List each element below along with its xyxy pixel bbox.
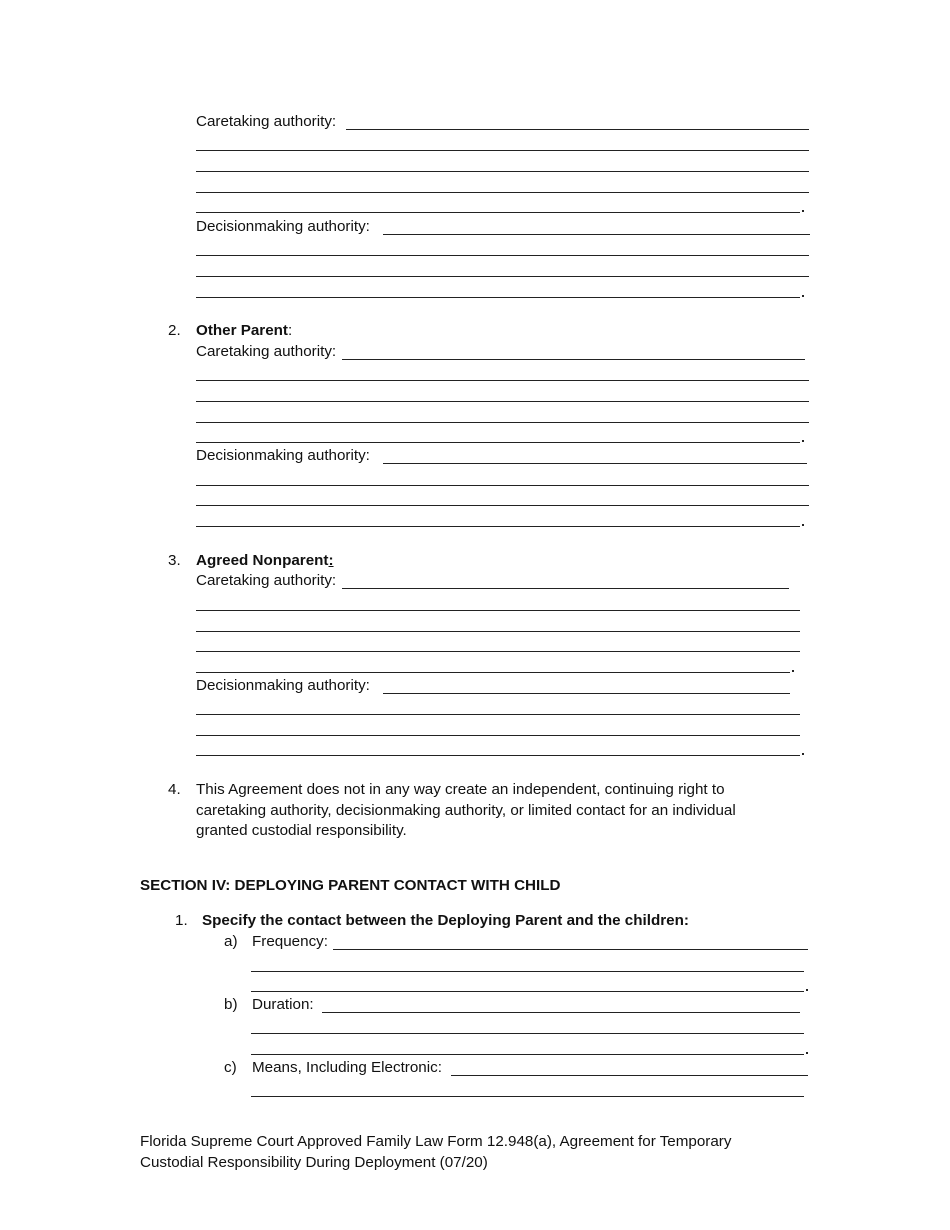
caretaking-input-line-1[interactable] — [196, 150, 809, 151]
caretaking-input-line-2[interactable] — [342, 359, 805, 360]
agreed-nonparent-heading: Agreed Nonparent: — [196, 552, 334, 569]
frequency-input-line[interactable] — [251, 991, 804, 992]
decisionmaking-input-line-1[interactable] — [196, 255, 809, 256]
item-number: 3. — [168, 552, 181, 569]
caretaking-input-line-3[interactable] — [196, 610, 800, 611]
means-label: Means, Including Electronic: — [252, 1059, 442, 1076]
decisionmaking-input-line-1[interactable] — [196, 297, 800, 298]
decisionmaking-input-line-1[interactable] — [383, 234, 810, 235]
decisionmaking-input-line-1[interactable] — [196, 276, 809, 277]
footer-line: Florida Supreme Court Approved Family Law Form 12.948(a), Agreement for Temporary — [140, 1133, 732, 1150]
duration-input-line[interactable] — [251, 1054, 804, 1055]
sub-item-letter: c) — [224, 1059, 237, 1076]
caretaking-input-line-3[interactable] — [196, 672, 790, 673]
frequency-input-line[interactable] — [251, 971, 804, 972]
means-input-line[interactable] — [251, 1096, 804, 1097]
period-mark — [802, 753, 804, 755]
caretaking-input-line-1[interactable] — [196, 192, 809, 193]
decisionmaking-label-3: Decisionmaking authority: — [196, 677, 370, 694]
caretaking-label-3: Caretaking authority: — [196, 572, 337, 589]
decisionmaking-input-line-2[interactable] — [383, 463, 807, 464]
duration-input-line[interactable] — [322, 1012, 800, 1013]
decisionmaking-input-line-3[interactable] — [196, 755, 800, 756]
contact-instruction: Specify the contact between the Deploying Parent and the children: — [202, 912, 689, 929]
period-mark — [802, 210, 804, 212]
period-mark — [806, 1052, 808, 1054]
decisionmaking-label-2: Decisionmaking authority: — [196, 447, 370, 464]
caretaking-input-line-1[interactable] — [346, 129, 809, 130]
footer-line: Custodial Responsibility During Deployment (07/20) — [140, 1154, 488, 1171]
caretaking-input-line-1[interactable] — [196, 212, 800, 213]
item4-text-line: granted custodial responsibility. — [196, 822, 407, 839]
other-parent-heading: Other Parent: — [196, 322, 293, 339]
period-mark — [802, 295, 804, 297]
frequency-input-line[interactable] — [333, 949, 808, 950]
item-number: 4. — [168, 781, 181, 798]
duration-label: Duration: — [252, 996, 314, 1013]
caretaking-input-line-2[interactable] — [196, 442, 800, 443]
caretaking-input-line-3[interactable] — [342, 588, 789, 589]
caretaking-input-line-1[interactable] — [196, 171, 809, 172]
item4-text-line: caretaking authority, decisionmaking authority, or limited contact for an individual — [196, 802, 736, 819]
decisionmaking-input-line-2[interactable] — [196, 485, 809, 486]
caretaking-input-line-3[interactable] — [196, 651, 800, 652]
period-mark — [806, 989, 808, 991]
caretaking-input-line-3[interactable] — [196, 631, 800, 632]
decisionmaking-input-line-3[interactable] — [196, 735, 800, 736]
duration-input-line[interactable] — [251, 1033, 804, 1034]
decisionmaking-input-line-2[interactable] — [196, 526, 800, 527]
decisionmaking-input-line-3[interactable] — [196, 714, 800, 715]
sub-item-letter: a) — [224, 933, 238, 950]
decisionmaking-label-1: Decisionmaking authority: — [196, 218, 370, 235]
caretaking-label-2: Caretaking authority: — [196, 343, 337, 360]
decisionmaking-input-line-3[interactable] — [383, 693, 790, 694]
period-mark — [802, 440, 804, 442]
decisionmaking-input-line-2[interactable] — [196, 505, 809, 506]
period-mark — [792, 670, 794, 672]
sub-item-letter: b) — [224, 996, 238, 1013]
caretaking-input-line-2[interactable] — [196, 380, 809, 381]
caretaking-input-line-2[interactable] — [196, 422, 809, 423]
frequency-label: Frequency: — [252, 933, 328, 950]
caretaking-label-1: Caretaking authority: — [196, 113, 337, 130]
item-number: 1. — [175, 912, 188, 929]
item4-text-line: This Agreement does not in any way create an independent, continuing right to — [196, 781, 725, 798]
item-number: 2. — [168, 322, 181, 339]
section-iv-title: SECTION IV: DEPLOYING PARENT CONTACT WITH CHILD — [140, 877, 561, 894]
period-mark — [802, 524, 804, 526]
means-input-line[interactable] — [451, 1075, 808, 1076]
caretaking-input-line-2[interactable] — [196, 401, 809, 402]
